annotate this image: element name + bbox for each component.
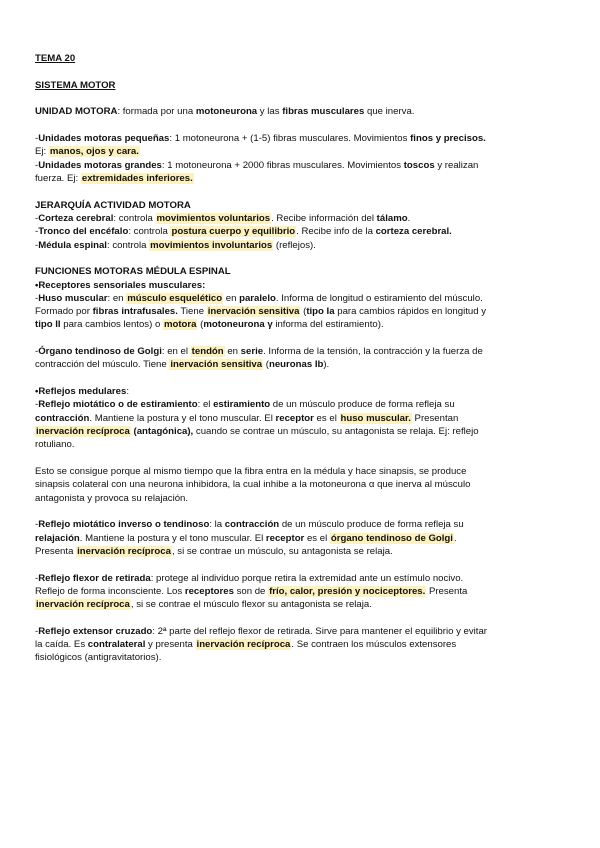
text-line xyxy=(35,638,565,651)
bold-text: •Reflejos medulares xyxy=(35,386,127,398)
bold-text: receptores xyxy=(184,585,234,597)
text-run: . Recibe información del xyxy=(271,212,377,224)
highlighted-text: manos, ojos y cara. xyxy=(49,146,139,158)
text-run: de un músculo produce de forma refleja su xyxy=(279,519,464,531)
bold-text: Unidades motoras grandes xyxy=(38,159,162,171)
text-run: : xyxy=(126,386,130,398)
text-run: Presentan xyxy=(411,412,459,424)
text-run: (reflejos). xyxy=(273,239,316,251)
paragraph-gap xyxy=(35,65,565,78)
text-run: . Informa de la tensión, la contracción y la fuerza de xyxy=(263,346,483,358)
text-line xyxy=(35,199,565,212)
highlighted-text: frío, calor, presión y nociceptores. xyxy=(269,585,426,597)
text-run: sinapsis colateral con una neurona inhibidora, la cual inhibe a la motoneurona α que inerva al músculo xyxy=(35,479,471,491)
heading-text: TEMA 20 xyxy=(35,53,76,64)
bold-text: receptor xyxy=(265,532,305,544)
bold-text: motoneurona γ xyxy=(203,319,273,331)
paragraph-gap xyxy=(35,332,565,345)
bold-text: Reflejo extensor cruzado xyxy=(38,625,153,637)
text-run: Esto se consigue porque al mismo tiempo que la fibra entra en la médula y hace sinapsis, se produce xyxy=(35,465,467,477)
text-run: ). xyxy=(323,359,330,371)
highlighted-text: tendón xyxy=(191,346,224,358)
text-line xyxy=(35,52,565,65)
text-line xyxy=(35,465,565,478)
paragraph-gap xyxy=(35,252,565,265)
bold-text: (antagónica), xyxy=(130,425,194,437)
text-line xyxy=(35,585,565,598)
bold-text: motoneurona xyxy=(195,106,258,118)
text-line xyxy=(35,292,565,305)
text-run: Ej: xyxy=(35,146,49,158)
bold-text: Unidades motoras pequeñas xyxy=(38,133,170,145)
text-line xyxy=(35,651,565,664)
text-run: en xyxy=(223,292,240,304)
text-run: son de xyxy=(233,585,269,597)
text-run: . Mantiene la postura y el tono muscular. El xyxy=(79,532,266,544)
text-run: : en el xyxy=(161,346,191,358)
text-run: ( xyxy=(263,359,269,371)
text-run: para cambios rápidos en longitud y xyxy=(334,306,487,318)
bold-text: •Receptores sensoriales musculares: xyxy=(35,279,206,291)
paragraph-gap xyxy=(35,92,565,105)
text-run: - xyxy=(35,625,39,637)
text-run: . Mantiene la postura y el tono muscular. El xyxy=(89,412,276,424)
text-line xyxy=(35,225,565,238)
text-run: contracción del músculo. Tiene xyxy=(35,359,170,371)
text-run: rotuliano. xyxy=(35,439,75,451)
text-run: y realizan xyxy=(434,159,479,171)
highlighted-text: huso muscular. xyxy=(340,412,411,424)
highlighted-text: movimientos voluntarios xyxy=(156,212,271,224)
highlighted-text: órgano tendinoso de Golgi xyxy=(330,532,453,544)
text-run: . xyxy=(453,532,457,544)
paragraph-gap xyxy=(35,185,565,198)
text-run: : controla xyxy=(106,239,150,251)
text-line xyxy=(35,625,565,638)
text-run: : en xyxy=(107,292,127,304)
bold-text: Órgano tendinoso de Golgi xyxy=(38,346,162,358)
text-line xyxy=(35,492,565,505)
text-run: , si se contrae el músculo flexor su antagonista se relaja. xyxy=(130,599,372,611)
text-line xyxy=(35,598,565,611)
text-run: de un músculo produce de forma refleja su xyxy=(270,399,455,411)
text-run: - xyxy=(35,133,39,145)
text-run: Presenta xyxy=(426,585,468,597)
bold-text: UNIDAD MOTORA xyxy=(35,106,118,118)
highlighted-text: inervación recíproca xyxy=(196,639,291,651)
text-run: - xyxy=(35,399,39,411)
text-run: fisiológicos (antigravitatorios). xyxy=(35,652,162,664)
text-run: Presenta xyxy=(35,545,77,557)
text-line xyxy=(35,305,565,318)
text-line xyxy=(35,279,565,292)
text-line xyxy=(35,518,565,531)
bold-text: fibras musculares xyxy=(282,106,365,118)
text-run: - xyxy=(35,159,39,171)
text-line xyxy=(35,105,565,118)
text-run: - xyxy=(35,519,39,531)
text-run: Reflejo de forma inconsciente. Los xyxy=(35,585,185,597)
text-run: fuerza. Ej: xyxy=(35,172,81,184)
bold-text: Huso muscular xyxy=(38,292,108,304)
text-run: : 1 motoneurona + 2000 fibras musculares. Movimientos xyxy=(161,159,404,171)
bold-text: contracción xyxy=(35,412,90,424)
text-line xyxy=(35,318,565,331)
bold-text: corteza cerebral. xyxy=(375,226,452,238)
bold-text: tálamo xyxy=(376,212,408,224)
text-run: . Se contraen los músculos extensores xyxy=(291,639,457,651)
bold-text: Corteza cerebral xyxy=(38,212,114,224)
paragraph-gap xyxy=(35,505,565,518)
highlighted-text: músculo esquelético xyxy=(127,292,223,304)
text-run: . Recibe info de la xyxy=(296,226,376,238)
text-run: informa del estiramiento). xyxy=(272,319,384,331)
text-line xyxy=(35,159,565,172)
bold-text: tipo II xyxy=(35,319,61,331)
text-line xyxy=(35,132,565,145)
bold-text: relajación xyxy=(35,532,80,544)
text-run: : controla xyxy=(113,212,156,224)
text-line xyxy=(35,385,565,398)
bold-text: paralelo xyxy=(239,292,276,304)
text-line xyxy=(35,425,565,438)
text-run: antagonista y provoca su relajación. xyxy=(35,492,189,504)
text-line xyxy=(35,398,565,411)
text-run: - xyxy=(35,239,39,251)
text-line xyxy=(35,79,565,92)
highlighted-text: inervación recíproca xyxy=(36,599,130,611)
bold-text: Reflejo miotático o de estiramiento xyxy=(38,399,198,411)
text-run: : formada por una xyxy=(117,106,196,118)
bold-text: Reflejo flexor de retirada xyxy=(38,572,151,584)
bold-text: estiramiento xyxy=(213,399,271,411)
paragraph-gap xyxy=(35,611,565,624)
text-line xyxy=(35,358,565,371)
highlighted-text: postura cuerpo y equilibrio xyxy=(171,226,296,238)
text-run: : controla xyxy=(128,226,171,238)
text-run: , si se contrae un músculo, su antagonista se relaja. xyxy=(171,545,393,557)
text-run: . xyxy=(407,212,411,224)
bold-text: Tronco del encéfalo xyxy=(38,226,129,238)
text-run: . Informa de longitud o estiramiento del músculo. xyxy=(275,292,483,304)
text-line xyxy=(35,532,565,545)
text-run: - xyxy=(35,226,39,238)
text-run: : la xyxy=(209,519,225,531)
text-line xyxy=(35,572,565,585)
text-run: - xyxy=(35,212,39,224)
highlighted-text: extremidades inferiores. xyxy=(81,172,193,184)
text-run: y las xyxy=(257,106,283,118)
bold-text: serie xyxy=(240,346,264,358)
paragraph-gap xyxy=(35,372,565,385)
heading-text: SISTEMA MOTOR xyxy=(35,79,116,91)
text-run: que inerva. xyxy=(364,106,415,118)
text-line xyxy=(35,265,565,278)
text-run: : el xyxy=(197,399,214,411)
text-run: la caída. Es xyxy=(35,639,88,651)
highlighted-text: movimientos involuntarios xyxy=(150,239,273,251)
text-run: : protege al individuo porque retira la extremidad ante un estímulo nocivo. xyxy=(150,572,464,584)
bold-text: FUNCIONES MOTORAS MÉDULA ESPINAL xyxy=(35,266,231,278)
text-run: en xyxy=(224,346,241,358)
bold-text: fibras intrafusales. xyxy=(92,306,178,318)
text-line xyxy=(35,345,565,358)
text-run: - xyxy=(35,292,39,304)
text-run: es el xyxy=(304,532,330,544)
text-run: Formado por xyxy=(35,306,93,318)
bold-text: tipo Ia xyxy=(306,306,335,318)
bold-text: Reflejo miotático inverso o tendinoso xyxy=(38,519,210,531)
highlighted-text: motora xyxy=(163,319,197,331)
text-run: - xyxy=(35,346,39,358)
text-run: cuando se contrae un músculo, su antagonista se relaja. Ej: reflejo xyxy=(193,425,479,437)
bold-text: finos y precisos. xyxy=(410,133,486,145)
text-run: Tiene xyxy=(177,306,207,318)
bold-text: Médula espinal xyxy=(38,239,107,251)
paragraph-gap xyxy=(35,452,565,465)
bold-text: contralateral xyxy=(87,639,146,651)
text-run: : 2ª parte del reflejo flexor de retirada. Sirve para mantener el equilibrio y evitar xyxy=(152,625,488,637)
text-line xyxy=(35,545,565,558)
bold-text: toscos xyxy=(403,159,435,171)
bold-text: neuronas Ib xyxy=(268,359,324,371)
text-run: y presenta xyxy=(145,639,196,651)
text-line xyxy=(35,239,565,252)
bold-text: JERARQUÍA ACTIVIDAD MOTORA xyxy=(35,199,191,211)
text-run: es el xyxy=(313,412,340,424)
text-line xyxy=(35,412,565,425)
text-run: ( xyxy=(197,319,204,331)
text-line xyxy=(35,145,565,158)
text-line xyxy=(35,438,565,451)
bold-text: receptor xyxy=(275,412,314,424)
text-run: : 1 motoneurona + (1-5) fibras musculares. Movimientos xyxy=(169,133,411,145)
text-line xyxy=(35,212,565,225)
text-line xyxy=(35,172,565,185)
highlighted-text: inervación recíproca xyxy=(77,545,171,557)
bold-text: contracción xyxy=(224,519,280,531)
paragraph-gap xyxy=(35,558,565,571)
text-run: - xyxy=(35,572,39,584)
document-body xyxy=(35,52,565,665)
paragraph-gap xyxy=(35,119,565,132)
highlighted-text: inervación recíproca xyxy=(36,425,130,437)
text-line xyxy=(35,478,565,491)
highlighted-text: inervación sensitiva xyxy=(207,306,300,318)
highlighted-text: inervación sensitiva xyxy=(170,359,263,371)
text-run: ( xyxy=(300,306,307,318)
text-run: para cambios lentos) o xyxy=(60,319,163,331)
